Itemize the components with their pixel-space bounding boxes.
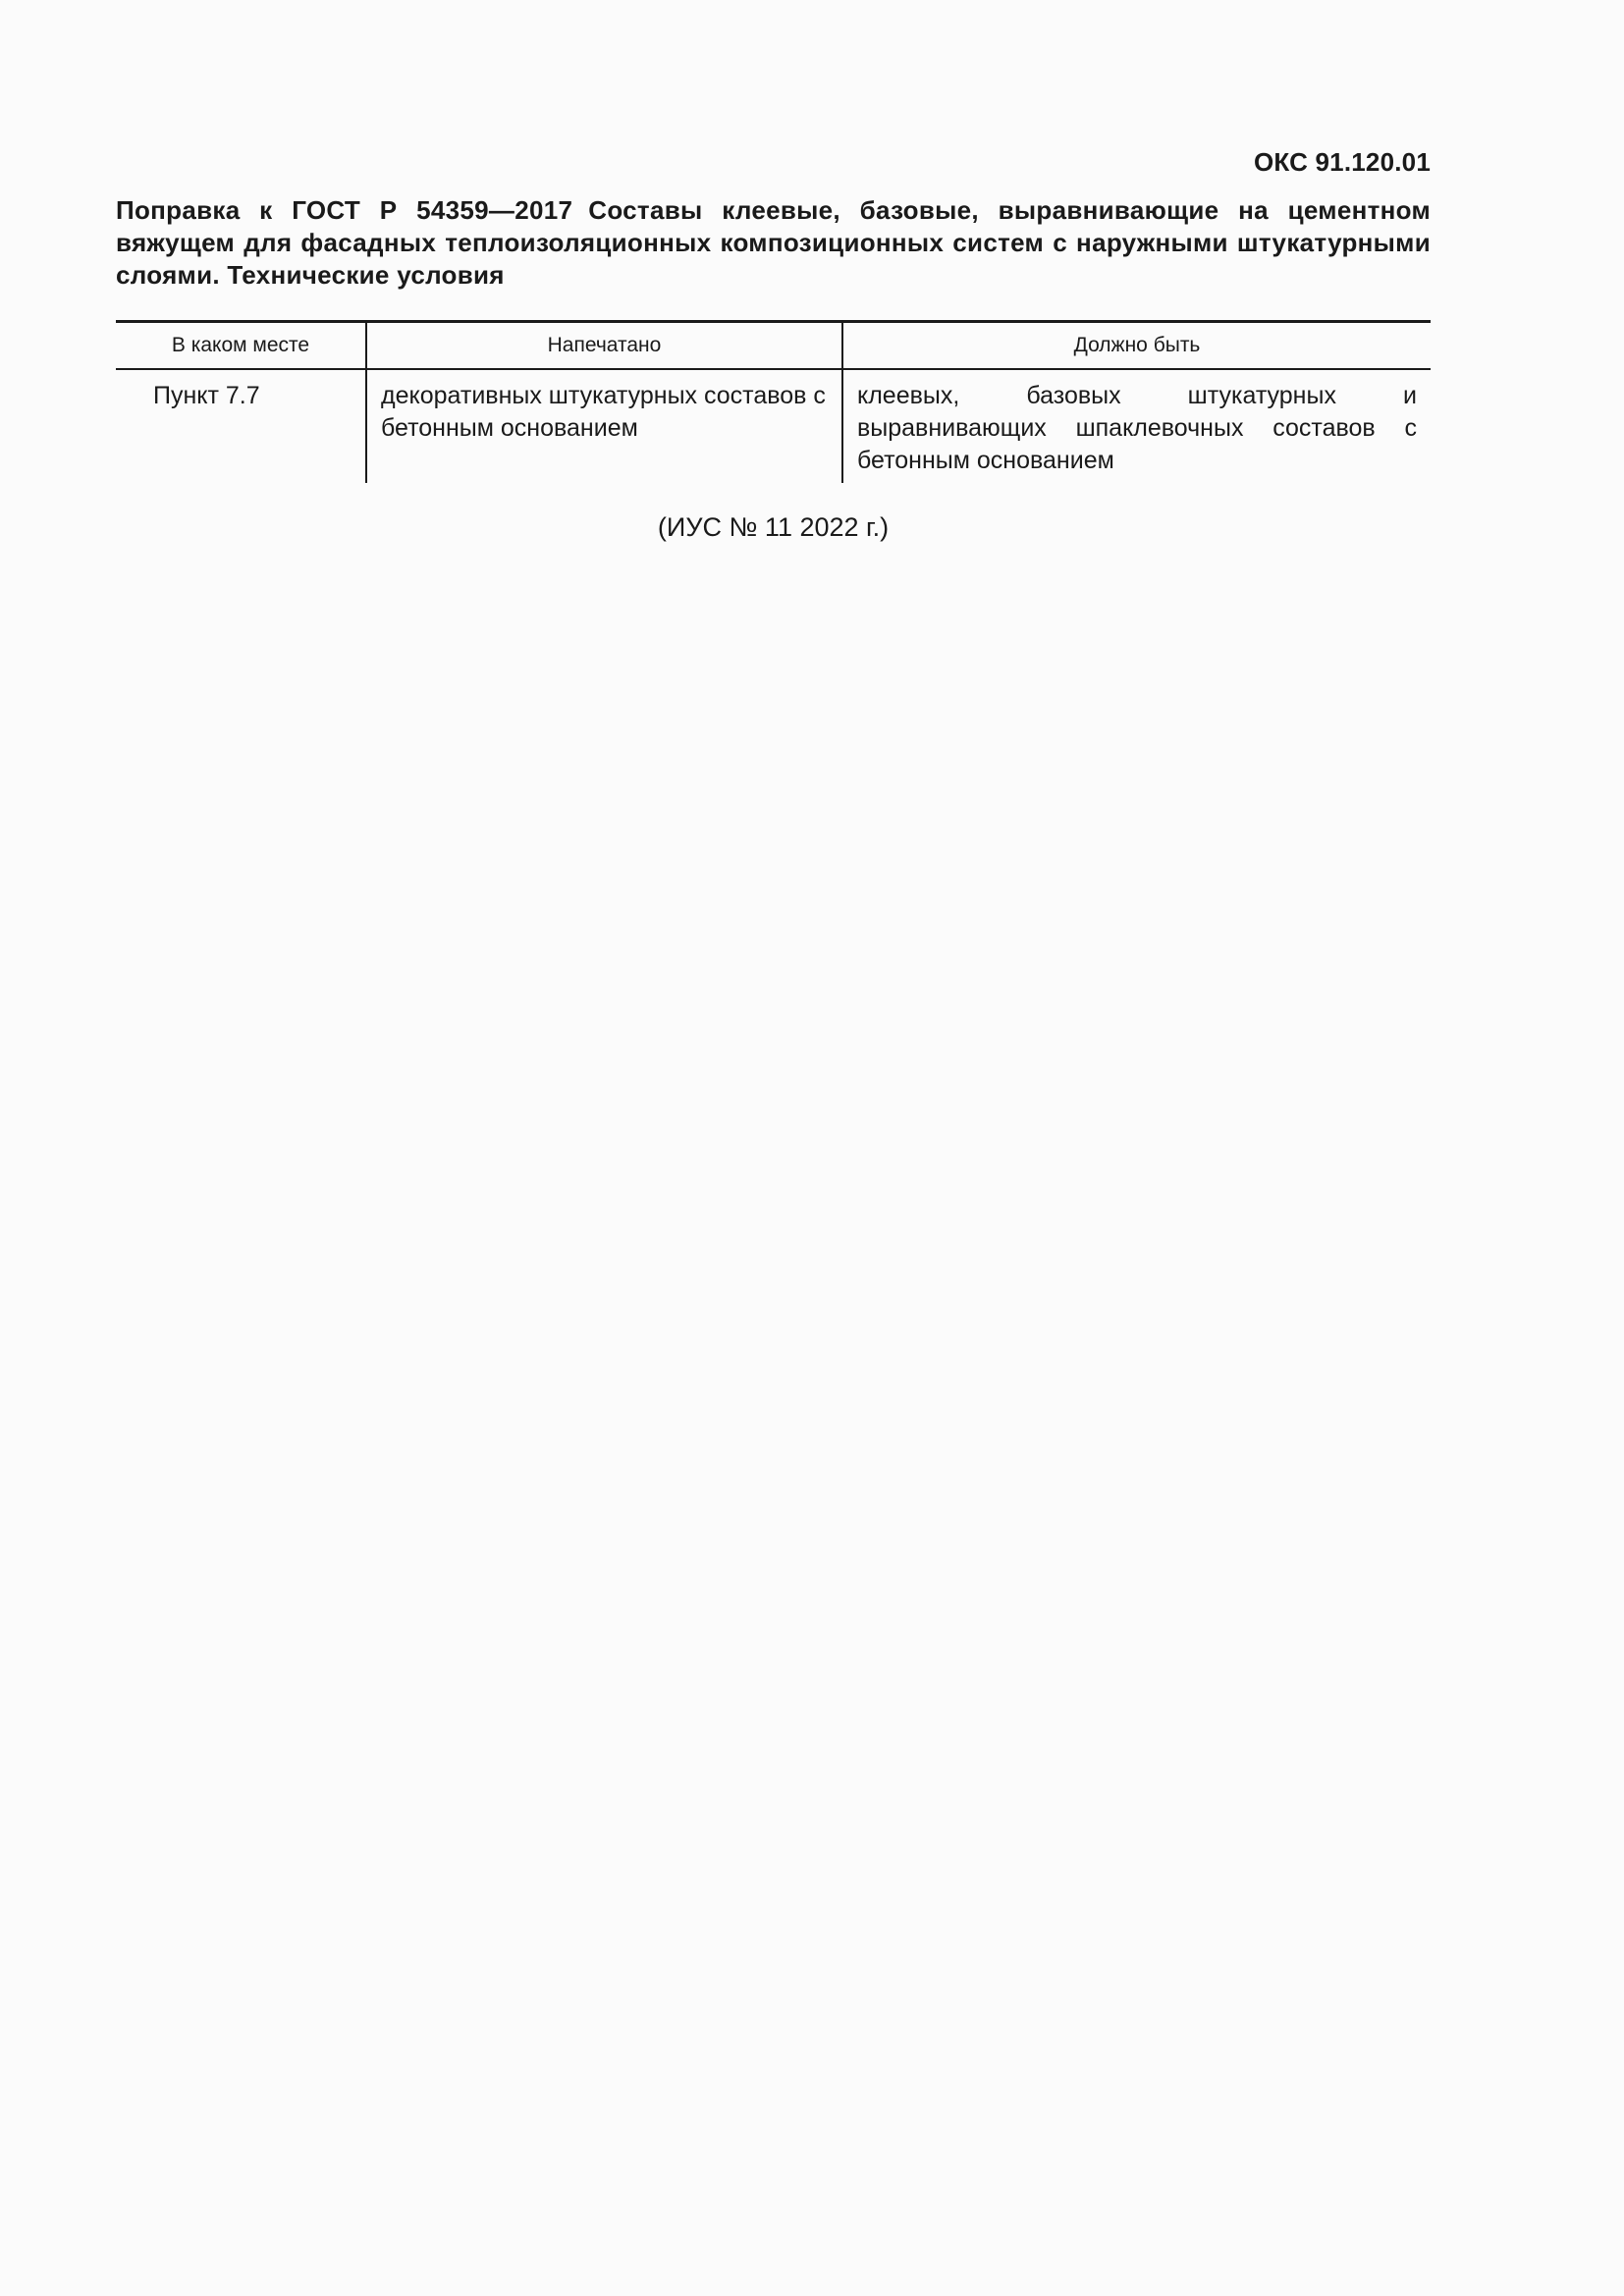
cell-should-be: клеевых, базовых штукатурных и выравнивающих шпаклевочных составов с бетонным основанием	[842, 369, 1431, 483]
amendment-standard-number: Поправка к ГОСТ Р 54359—2017	[116, 195, 573, 225]
classification-code: ОКС 91.120.01	[1253, 147, 1431, 177]
table-header-row	[116, 322, 1431, 370]
publication-source: (ИУС № 11 2022 г.)	[657, 512, 890, 542]
cell-printed: декоративных штукатурных составов с бетонным основанием	[366, 369, 842, 483]
table-row	[116, 369, 1431, 483]
header-printed: Напечатано	[366, 322, 842, 370]
standard-title: Составы клеевые, базовые, выравнивающие на цементном вяжущем для фасадных теплоизоляционных композиционных систем с наружными штукатурными слоями. Технические условия	[116, 195, 1431, 290]
cell-place: Пункт 7.7	[153, 382, 260, 409]
corrections-table	[116, 320, 1431, 483]
amendment-title	[116, 194, 1431, 292]
header-should-be: Должно быть	[842, 322, 1431, 370]
header-place: В каком месте	[116, 322, 366, 370]
